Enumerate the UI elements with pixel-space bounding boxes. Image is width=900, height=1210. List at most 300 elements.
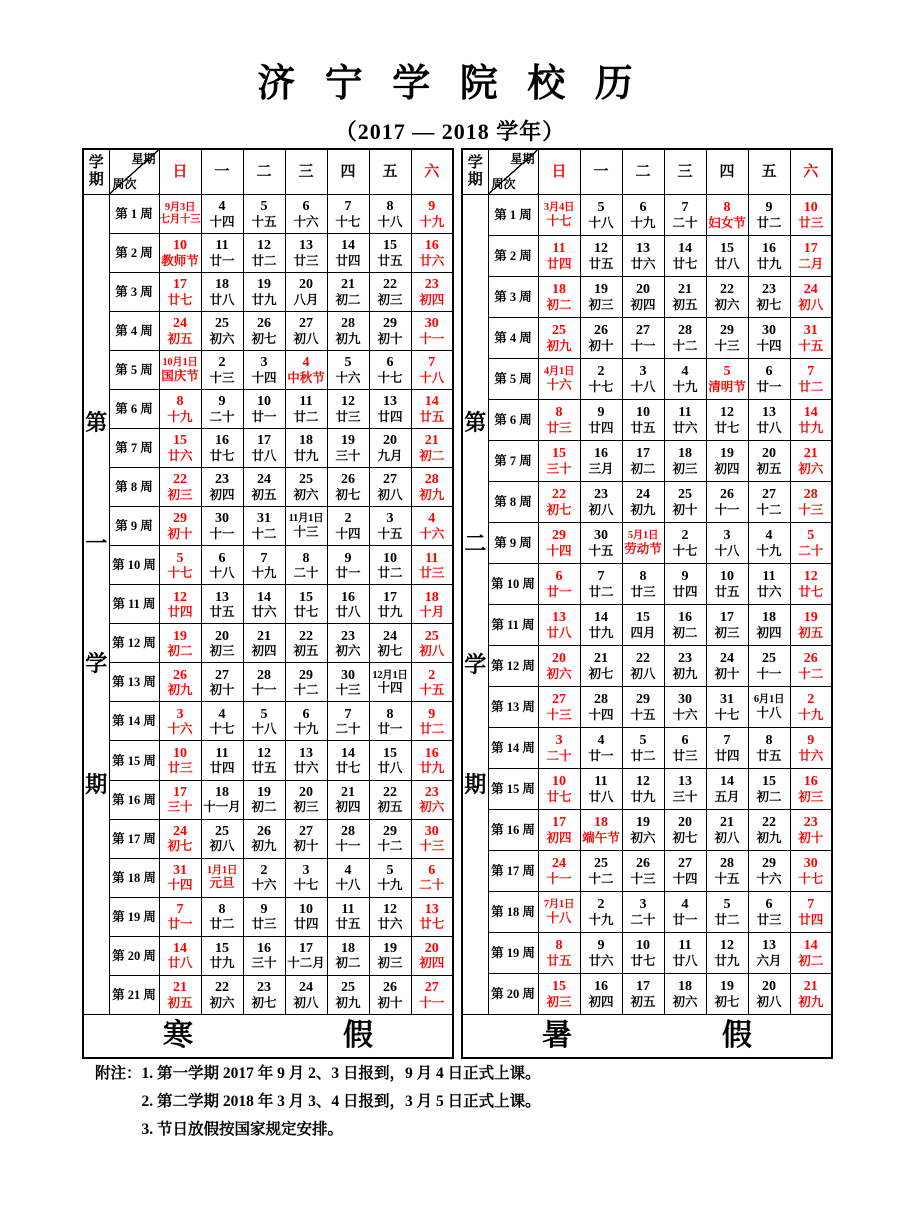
week-label: 第 13 周: [488, 687, 538, 728]
day-cell: [622, 892, 664, 933]
lunar-label: 二十: [672, 215, 698, 230]
day-cell: [538, 400, 580, 441]
day-number: 6: [639, 200, 647, 216]
day-number: 19: [257, 784, 271, 800]
day-cell: [327, 936, 369, 975]
day-number: 18: [678, 446, 692, 462]
day-number: 27: [215, 667, 229, 683]
day-cell: [580, 195, 622, 236]
semester1-table: [82, 148, 454, 1059]
day-cell: [243, 975, 285, 1014]
day-number: 6: [302, 199, 310, 215]
day-number: 18: [678, 979, 692, 995]
week-row: [462, 482, 832, 523]
week-label: 第 14 周: [109, 702, 159, 741]
day-number: 3: [639, 897, 647, 913]
day-number: 24: [720, 651, 734, 667]
lunar-label: 初六: [335, 644, 361, 659]
lunar-label: 十八: [377, 214, 403, 229]
day-number: 4: [428, 511, 436, 527]
day-number: 25: [341, 979, 355, 995]
week-label: 第 19 周: [488, 933, 538, 974]
day-number: 6: [765, 364, 773, 380]
lunar-label: 廿七: [335, 761, 361, 776]
lunar-label: 初九: [251, 839, 277, 854]
weekday-header: 四: [706, 149, 748, 195]
week-label: 第 14 周: [488, 728, 538, 769]
lunar-label: 初九: [756, 830, 782, 845]
day-number: 22: [299, 628, 313, 644]
weekday-header: 五: [369, 149, 411, 195]
day-number: 7月1日: [543, 899, 575, 911]
lunar-label: 初三: [714, 625, 740, 640]
day-cell: [327, 741, 369, 780]
day-cell: [790, 482, 832, 523]
lunar-label: 廿五: [546, 953, 572, 968]
day-number: 10: [257, 394, 271, 410]
lunar-label: 廿六: [419, 253, 445, 268]
day-cell: [790, 236, 832, 277]
day-number: 17: [720, 610, 734, 626]
week-label: 第 2 周: [109, 234, 159, 273]
week-label: 第 21 周: [109, 975, 159, 1014]
day-cell: [369, 351, 411, 390]
lunar-label: 十七: [714, 707, 740, 722]
day-cell: [285, 936, 327, 975]
lunar-label: 初十: [167, 527, 193, 542]
day-number: 2: [597, 364, 605, 380]
day-cell: [369, 819, 411, 858]
lunar-label: 初二: [546, 297, 572, 312]
day-number: 7: [344, 199, 352, 215]
day-number: 16: [594, 979, 608, 995]
day-number: 24: [552, 856, 566, 872]
day-number: 15: [552, 979, 566, 995]
day-cell: [243, 312, 285, 351]
day-number: 14: [720, 774, 734, 790]
day-number: 25: [594, 856, 608, 872]
day-number: 12: [257, 745, 271, 761]
lunar-label: 廿六: [672, 420, 698, 435]
day-cell: [790, 892, 832, 933]
lunar-label: 廿四: [714, 748, 740, 763]
week-label: 第 11 周: [109, 585, 159, 624]
day-number: 16: [424, 745, 439, 761]
day-number: 13: [552, 610, 566, 626]
lunar-label: 廿二: [756, 215, 782, 230]
lunar-label: 十二月: [287, 956, 325, 971]
lunar-label: 初七: [167, 839, 193, 854]
day-cell: [580, 359, 622, 400]
day-cell: [748, 851, 790, 892]
day-cell: [538, 605, 580, 646]
day-number: 15: [762, 774, 776, 790]
day-cell: [706, 523, 748, 564]
notes-items: [142, 1060, 541, 1144]
day-cell: [580, 687, 622, 728]
lunar-label: 初八: [419, 644, 445, 659]
lunar-label: 初二: [630, 461, 656, 476]
day-cell: [748, 810, 790, 851]
day-number: 7: [807, 897, 815, 913]
day-number: 6: [681, 733, 689, 749]
day-cell: [201, 468, 243, 507]
lunar-label: 廿一: [756, 379, 782, 394]
lunar-label: 三月: [588, 461, 614, 476]
day-cell: [201, 858, 243, 897]
lunar-label: 初六: [419, 800, 445, 815]
lunar-label: 廿七: [167, 292, 193, 307]
lunar-label: 廿八: [714, 256, 740, 271]
day-cell: [327, 819, 369, 858]
lunar-label: 初十: [377, 995, 403, 1010]
day-cell: [538, 236, 580, 277]
day-number: 21: [341, 784, 355, 800]
lunar-label: 十八: [335, 878, 361, 893]
day-number: 27: [299, 823, 313, 839]
week-row: [83, 624, 453, 663]
week-row: [462, 195, 832, 236]
week-row: [462, 564, 832, 605]
day-number: 10月1日: [162, 357, 198, 369]
day-cell: [748, 769, 790, 810]
lunar-label: 廿七: [293, 605, 319, 620]
lunar-label: 廿四: [798, 912, 824, 927]
day-cell: [327, 702, 369, 741]
day-cell: [706, 851, 748, 892]
day-number: 3月4日: [543, 202, 575, 214]
lunar-label: 廿三: [756, 912, 782, 927]
lunar-label: 初十: [672, 502, 698, 517]
day-cell: [243, 741, 285, 780]
lunar-label: 初八: [756, 994, 782, 1009]
day-number: 26: [257, 316, 271, 332]
day-number: 8: [639, 569, 647, 585]
day-cell: [243, 195, 285, 234]
day-cell: [327, 507, 369, 546]
lunar-label: 十二: [377, 839, 403, 854]
semester-name-vertical: [83, 195, 109, 1015]
day-number: 17: [257, 433, 271, 449]
lunar-label: 十五: [630, 707, 656, 722]
day-cell: [580, 564, 622, 605]
day-number: 14: [341, 238, 355, 254]
lunar-label: 四月: [630, 625, 656, 640]
day-number: 27: [762, 487, 776, 503]
day-number: 30: [678, 692, 692, 708]
week-row: [462, 605, 832, 646]
day-cell: [201, 390, 243, 429]
week-row: [462, 400, 832, 441]
day-number: 27: [299, 316, 313, 332]
day-number: 26: [636, 856, 650, 872]
day-cell: [790, 441, 832, 482]
day-cell: [369, 936, 411, 975]
day-cell: [201, 975, 243, 1014]
day-number: 28: [424, 472, 439, 488]
day-cell: [285, 975, 327, 1014]
day-number: 17: [173, 784, 187, 800]
lunar-label: 初六: [546, 666, 572, 681]
day-cell: [159, 858, 201, 897]
lunar-label: 廿二: [630, 748, 656, 763]
day-number: 31: [257, 511, 271, 527]
day-cell: [201, 702, 243, 741]
day-number: 15: [173, 433, 187, 449]
day-number: 11: [552, 241, 566, 257]
lunar-label: 初四: [546, 830, 572, 845]
week-row: [462, 646, 832, 687]
week-row: [462, 236, 832, 277]
day-cell: [243, 936, 285, 975]
day-number: 21: [341, 277, 355, 293]
weekday-header: 三: [664, 149, 706, 195]
day-cell: [369, 897, 411, 936]
day-number: 9: [260, 901, 268, 917]
day-cell: [664, 810, 706, 851]
lunar-label: 十三: [546, 707, 572, 722]
lunar-label: 廿四: [546, 256, 572, 271]
day-number: 25: [552, 323, 566, 339]
lunar-label: 初二: [756, 789, 782, 804]
day-number: 21: [257, 628, 271, 644]
lunar-label: 廿三: [798, 215, 824, 230]
day-number: 24: [636, 487, 650, 503]
day-cell: [622, 564, 664, 605]
lunar-label: 廿六: [377, 917, 403, 932]
day-number: 21: [173, 979, 187, 995]
day-cell: [159, 663, 201, 702]
week-label: 第 3 周: [109, 273, 159, 312]
day-cell: [285, 234, 327, 273]
week-row: [83, 780, 453, 819]
lunar-label: 初四: [335, 800, 361, 815]
day-cell: [664, 277, 706, 318]
day-cell: [664, 441, 706, 482]
day-cell: [159, 780, 201, 819]
day-cell: [201, 195, 243, 234]
day-number: 26: [257, 823, 271, 839]
day-cell: [580, 523, 622, 564]
day-cell: [201, 663, 243, 702]
week-label: 第 4 周: [109, 312, 159, 351]
lunar-label: 廿二: [419, 722, 445, 737]
day-cell: [706, 318, 748, 359]
lunar-label: 廿九: [419, 761, 445, 776]
day-number: 16: [257, 940, 271, 956]
lunar-label: 十三: [419, 839, 445, 854]
lunar-label: 初三: [167, 488, 193, 503]
lunar-label: 劳动节: [624, 541, 662, 556]
lunar-label: 初十: [377, 331, 403, 346]
day-cell: [538, 728, 580, 769]
day-number: 8: [218, 901, 226, 917]
lunar-label: 清明节: [708, 379, 746, 394]
lunar-label: 十四: [209, 214, 235, 229]
lunar-label: 十一: [630, 338, 656, 353]
lunar-label: 初三: [588, 297, 614, 312]
notes-label: 附注：: [95, 1065, 142, 1082]
lunar-label: 十四: [588, 707, 614, 722]
day-cell: [411, 663, 453, 702]
day-cell: [411, 780, 453, 819]
week-row: [83, 468, 453, 507]
day-number: 11: [215, 745, 229, 761]
lunar-label: 初三: [672, 461, 698, 476]
week-label: 第 5 周: [109, 351, 159, 390]
day-number: 23: [215, 472, 229, 488]
lunar-label: 初七: [377, 644, 403, 659]
lunar-label: 廿九: [377, 605, 403, 620]
day-number: 23: [424, 784, 439, 800]
lunar-label: 廿五: [419, 410, 445, 425]
lunar-label: 七月十三: [159, 214, 201, 226]
day-cell: [201, 741, 243, 780]
day-cell: [748, 523, 790, 564]
day-number: 16: [424, 238, 439, 254]
header-row: [462, 149, 832, 195]
lunar-label: 廿五: [251, 761, 277, 776]
day-cell: [327, 312, 369, 351]
lunar-label: 廿七: [630, 953, 656, 968]
day-cell: [538, 359, 580, 400]
week-row: [83, 429, 453, 468]
day-cell: [285, 858, 327, 897]
day-number: 17: [636, 979, 650, 995]
day-cell: [790, 810, 832, 851]
day-cell: [285, 741, 327, 780]
day-number: 21: [803, 446, 818, 462]
page-title: 济 宁 学 院 校 历: [257, 63, 643, 105]
day-cell: [327, 429, 369, 468]
week-label: 第 2 周: [488, 236, 538, 277]
day-number: 6: [302, 706, 310, 722]
lunar-label: 初三: [798, 789, 824, 804]
day-cell: [411, 975, 453, 1014]
lunar-label: 初六: [293, 488, 319, 503]
week-label: 第 13 周: [109, 663, 159, 702]
lunar-label: 廿四: [209, 761, 235, 776]
day-number: 4: [597, 733, 605, 749]
day-cell: [748, 318, 790, 359]
day-cell: [243, 780, 285, 819]
lunar-label: 十一: [546, 871, 572, 886]
day-cell: [748, 441, 790, 482]
day-number: 5: [260, 199, 268, 215]
week-label: 第 12 周: [488, 646, 538, 687]
day-number: 12: [720, 405, 734, 421]
lunar-label: 十六: [419, 527, 445, 542]
lunar-label: 廿六: [630, 256, 656, 271]
lunar-label: 初九: [672, 666, 698, 681]
day-cell: [538, 687, 580, 728]
lunar-label: 三十: [672, 789, 698, 804]
day-cell: [159, 234, 201, 273]
day-number: 12: [257, 238, 271, 254]
day-cell: [580, 441, 622, 482]
week-label: 第 4 周: [488, 318, 538, 359]
day-cell: [411, 273, 453, 312]
day-cell: [369, 780, 411, 819]
week-row: [83, 546, 453, 585]
notes-section: [95, 1060, 541, 1144]
day-cell: [706, 933, 748, 974]
day-number: 8: [386, 706, 394, 722]
lunar-label: 廿三: [335, 410, 361, 425]
lunar-label: 十九: [630, 215, 656, 230]
day-cell: [285, 507, 327, 546]
day-number: 7: [597, 569, 605, 585]
lunar-label: 六月: [756, 953, 782, 968]
lunar-label: 廿九: [756, 256, 782, 271]
day-cell: [706, 359, 748, 400]
day-cell: [159, 273, 201, 312]
day-cell: [411, 195, 453, 234]
day-cell: [201, 585, 243, 624]
lunar-label: 十月: [419, 605, 445, 620]
lunar-label: 十一: [756, 666, 782, 681]
day-number: 2: [344, 511, 352, 527]
day-number: 29: [720, 323, 734, 339]
day-number: 19: [636, 815, 650, 831]
day-cell: [159, 585, 201, 624]
day-number: 12: [720, 938, 734, 954]
day-number: 30: [424, 823, 439, 839]
day-number: 3: [723, 528, 731, 544]
day-cell: [201, 507, 243, 546]
lunar-label: 廿三: [293, 253, 319, 268]
day-cell: [622, 974, 664, 1015]
day-number: 9: [807, 733, 815, 749]
day-cell: [327, 663, 369, 702]
lunar-label: 十七: [588, 379, 614, 394]
day-number: 24: [299, 979, 313, 995]
lunar-label: 廿六: [251, 605, 277, 620]
lunar-label: 初九: [335, 331, 361, 346]
day-number: 13: [636, 241, 650, 257]
day-number: 29: [173, 511, 187, 527]
day-cell: [538, 441, 580, 482]
day-number: 13: [678, 774, 692, 790]
week-row: [462, 892, 832, 933]
day-number: 4: [218, 706, 226, 722]
day-cell: [664, 482, 706, 523]
day-number: 18: [341, 940, 355, 956]
day-number: 22: [636, 651, 650, 667]
holiday-char: 假: [343, 1019, 373, 1053]
day-number: 29: [552, 528, 566, 544]
lunar-label: 初十: [588, 338, 614, 353]
lunar-label: 十二: [293, 683, 319, 698]
day-cell: [411, 585, 453, 624]
week-label: 第 20 周: [109, 936, 159, 975]
day-number: 10: [173, 745, 187, 761]
lunar-label: 廿三: [167, 761, 193, 776]
day-number: 24: [383, 628, 397, 644]
weekday-header: 六: [790, 149, 832, 195]
day-cell: [159, 936, 201, 975]
lunar-label: 廿二: [209, 917, 235, 932]
lunar-label: 十三: [714, 338, 740, 353]
day-cell: [706, 646, 748, 687]
day-cell: [411, 546, 453, 585]
lunar-label: 初七: [672, 830, 698, 845]
week-row: [462, 769, 832, 810]
lunar-label: 十九: [419, 214, 445, 229]
day-cell: [243, 858, 285, 897]
day-number: 2: [807, 692, 815, 708]
lunar-label: 十七: [798, 871, 824, 886]
